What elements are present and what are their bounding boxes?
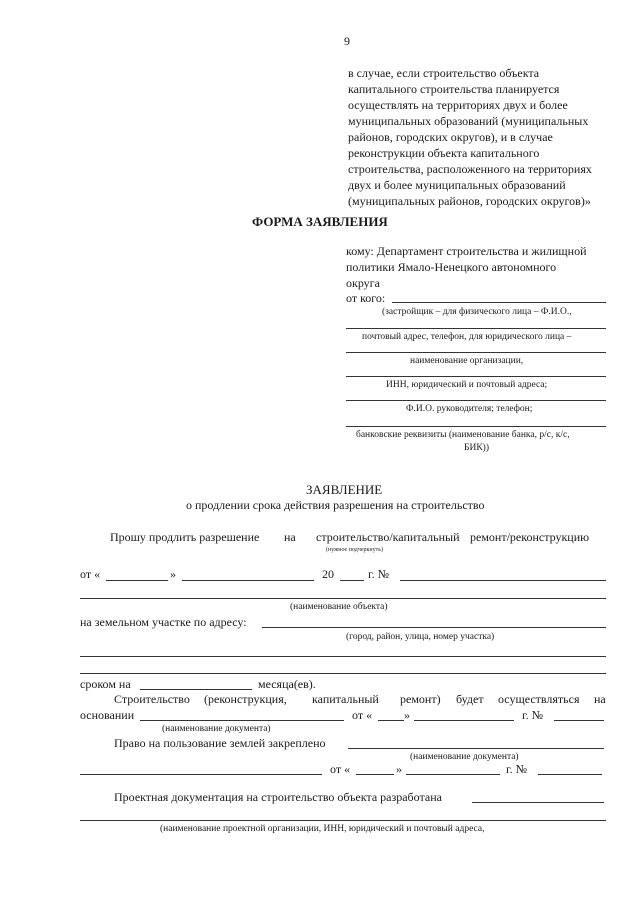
project-label: Проектная документация на строительство объекта разработана — [114, 790, 442, 804]
intro-line: районов, городских округов), и в случае — [348, 130, 553, 144]
request-text: на — [284, 530, 296, 544]
construction-text: Строительство — [114, 692, 190, 706]
from-field[interactable] — [346, 400, 606, 401]
intro-line: муниципальных образований (муниципальных — [348, 114, 589, 128]
from-field[interactable] — [346, 328, 606, 329]
land-right-number-label: г. № — [506, 762, 528, 776]
year-number-label: г. № — [368, 567, 390, 581]
date-day-field[interactable] — [106, 580, 168, 581]
basis-month-field[interactable] — [414, 720, 514, 721]
from-label: от кого: — [346, 291, 386, 305]
term-label: сроком на — [80, 677, 131, 691]
from-field[interactable] — [392, 302, 606, 303]
basis-number-label: г. № — [522, 708, 544, 722]
statement-subtitle: о продлении срока действия разрешения на строительство — [186, 498, 485, 512]
from-hint: банковские реквизиты (наименование банка, р/с, к/с, — [356, 430, 570, 440]
intro-line: в случае, если строительство объекта — [348, 66, 540, 80]
from-field[interactable] — [346, 426, 606, 427]
quote-close: » — [404, 708, 410, 722]
quote-close: » — [396, 762, 402, 776]
from-hint: наименование организации, — [410, 356, 524, 366]
object-name-field[interactable] — [80, 598, 606, 599]
construction-text: (реконструкция, — [204, 692, 287, 706]
year-field[interactable] — [340, 580, 364, 581]
blank-line[interactable] — [80, 673, 606, 674]
intro-line: строительства, расположенного на территориях — [348, 162, 592, 176]
term-field[interactable] — [140, 689, 252, 690]
basis-day-field[interactable] — [378, 720, 404, 721]
land-right-label: Право на пользование землей закреплено — [114, 736, 326, 750]
date-from-label: от « — [80, 567, 101, 581]
request-text: ремонт/реконструкцию — [470, 530, 590, 544]
page-number: 9 — [344, 34, 350, 48]
underline-hint: (нужное подчеркнуть) — [326, 547, 383, 553]
term-months: месяца(ев). — [258, 677, 316, 691]
land-address-field[interactable] — [262, 627, 606, 628]
intro-line: реконструкции объекта капитального — [348, 146, 540, 160]
form-heading: ФОРМА ЗАЯВЛЕНИЯ — [252, 214, 388, 229]
construction-text: на — [594, 692, 606, 706]
land-right-number-field[interactable] — [538, 774, 602, 775]
addressee-line: округа — [346, 276, 380, 290]
from-field[interactable] — [346, 376, 606, 377]
construction-text: ремонт) — [400, 692, 441, 706]
year-prefix: 20 — [322, 567, 334, 581]
request-text: строительство/капитальный — [316, 530, 460, 544]
from-hint: почтовый адрес, телефон, для юридического лица – — [362, 332, 572, 342]
land-right-date-label: от « — [330, 762, 351, 776]
basis-document-field[interactable] — [140, 720, 344, 721]
from-hint: ИНН, юридический и почтовый адреса; — [386, 380, 548, 390]
construction-text: капитальный — [312, 692, 379, 706]
intro-line: капитального строительства планируется — [348, 82, 560, 96]
from-hint: Ф.И.О. руководителя; телефон; — [406, 404, 533, 414]
intro-line: двух и более муниципальных образований — [348, 178, 566, 192]
from-hint: БИК)) — [464, 443, 489, 453]
blank-line[interactable] — [80, 656, 606, 657]
land-right-month-field[interactable] — [406, 774, 500, 775]
date-month-field[interactable] — [182, 580, 314, 581]
statement-title: ЗАЯВЛЕНИЕ — [306, 482, 383, 497]
basis-label: основании — [80, 708, 135, 722]
addressee-line: кому: Департамент строительства и жилищной — [346, 244, 587, 258]
request-text: Прошу продлить разрешение — [110, 530, 260, 544]
land-right-day-field[interactable] — [356, 774, 394, 775]
doc-hint: (наименование документа) — [410, 752, 519, 762]
intro-line: (муниципальных районов, городских округов)» — [348, 194, 591, 208]
project-hint: (наименование проектной организации, ИНН, юридический и почтовый адреса, — [160, 824, 485, 834]
construction-text: осуществляться — [498, 692, 580, 706]
address-hint: (город, район, улица, номер участка) — [346, 632, 495, 642]
quote-close: » — [170, 567, 176, 581]
intro-line: осуществлять на территориях двух и более — [348, 98, 568, 112]
project-field[interactable] — [472, 802, 604, 803]
from-hint: (застройщик – для физического лица – Ф.И.О., — [382, 307, 572, 317]
basis-number-field[interactable] — [554, 720, 604, 721]
object-hint: (наименование объекта) — [290, 602, 388, 612]
basis-date-label: от « — [352, 708, 373, 722]
addressee-line: политики Ямало-Ненецкого автономного — [346, 260, 557, 274]
permit-number-field[interactable] — [400, 580, 606, 581]
land-address-label: на земельном участке по адресу: — [80, 615, 247, 629]
land-right-field-2[interactable] — [80, 774, 322, 775]
construction-text: будет — [456, 692, 484, 706]
project-field-2[interactable] — [80, 820, 606, 821]
doc-hint: (наименование документа) — [162, 724, 271, 734]
from-field[interactable] — [346, 352, 606, 353]
land-right-field[interactable] — [348, 748, 604, 749]
